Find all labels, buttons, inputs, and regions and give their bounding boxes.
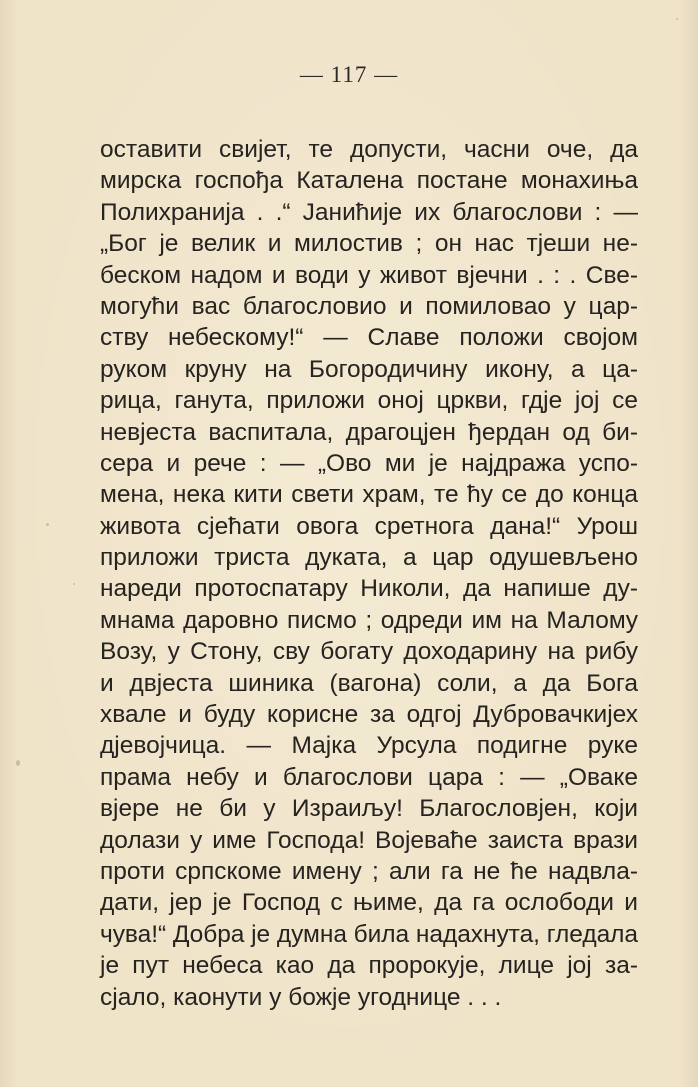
text-line: нареди протоспатару Николи, да напише ду- bbox=[100, 575, 638, 603]
text-line: дјевојчица. — Мајка Урсула подигне руке bbox=[100, 732, 638, 760]
text-line: хвале и буду корисне за одгој Дубровачкијех bbox=[100, 701, 638, 729]
text-line: долази у име Господа! Војеваће заиста врази bbox=[100, 826, 638, 854]
paper-speck bbox=[73, 583, 75, 585]
text-line: вјере не би у Израиљу! Благословјен, који bbox=[100, 795, 638, 823]
paper-speck bbox=[676, 18, 678, 20]
paper-speck bbox=[46, 523, 49, 526]
text-line: Полихранија . .“ Јанићије их благослови : — bbox=[100, 198, 638, 226]
text-line: је пут небеса као да пророкује, лице јој за- bbox=[100, 952, 638, 980]
text-line: оставити свијет, те допусти, часни оче, да bbox=[100, 136, 638, 163]
text-line: рица, ганута, приложи оној цркви, гдје јој се bbox=[100, 387, 638, 415]
text-line: руком круну на Богородичину икону, а ца- bbox=[100, 355, 638, 383]
text-line: Возу, у Стону, сву богату доходарину на рибу bbox=[100, 638, 638, 666]
text-line: приложи триста дуката, а цар одушевљено bbox=[100, 544, 638, 572]
text-line: дати, јер је Господ с њиме, да га ослободи и bbox=[100, 889, 638, 917]
text-line: мнама даровно писмо ; одреди им на Маломy bbox=[100, 606, 638, 634]
text-line: сјало, каонути у божје угоднице . . . bbox=[100, 983, 502, 1011]
text-line: „Бог је велик и милостив ; он нас тјеши не- bbox=[100, 230, 638, 258]
text-line: и двјеста шиника (вагона) соли, а да Бога bbox=[100, 669, 638, 697]
text-line: беском надом и води у живот вјечни . : . Све- bbox=[100, 261, 638, 289]
text-line: чува!“ Добра је думна била надахнута, гледала bbox=[100, 920, 638, 948]
text-line: живота сјећати овога сретнога дана!“ Урош bbox=[100, 512, 638, 540]
text-line: невјеста васпитала, драгоцјен ђердан од би- bbox=[100, 418, 638, 446]
text-line: мена, нека кити свети храм, те ћу се до конца bbox=[100, 481, 638, 509]
paper-speck bbox=[16, 760, 20, 766]
text-line: прама небу и благослови цара : — „Оваке bbox=[100, 763, 638, 791]
page-number: — 117 — bbox=[299, 62, 399, 87]
body-text bbox=[100, 134, 638, 1013]
text-line: ству небескому!“ — Славе положи својом bbox=[100, 324, 638, 352]
text-line: проти српскоме имену ; али га не ће надвла- bbox=[100, 857, 638, 885]
text-line: сера и рече : — „Ово ми је најдража успо- bbox=[100, 449, 638, 477]
text-line: мирска госпођа Каталена постане монахиња bbox=[100, 167, 638, 195]
text-line: могући вас благословио и помиловао у цар- bbox=[100, 292, 638, 320]
